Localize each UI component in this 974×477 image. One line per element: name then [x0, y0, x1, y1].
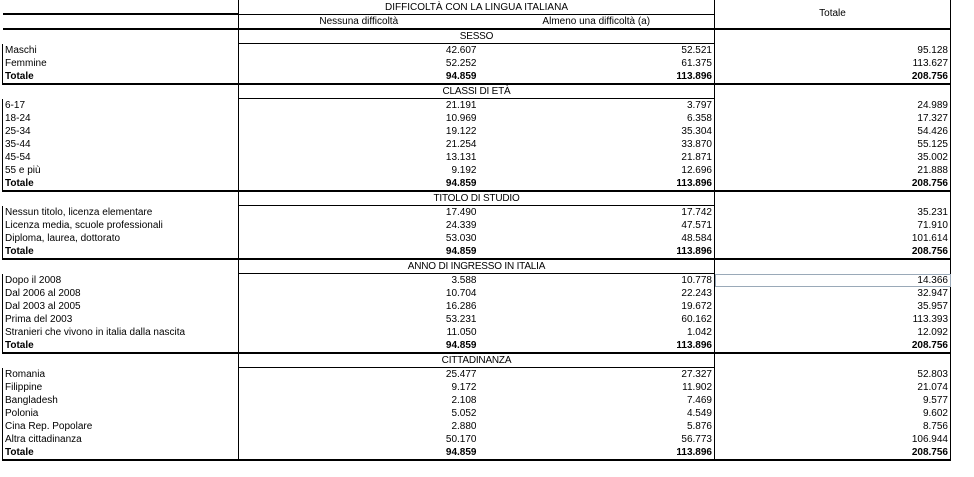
table-row [3, 274, 951, 288]
none-value-cell[interactable]: 50.170 [239, 433, 479, 446]
one-value-cell[interactable]: 17.742 [681, 207, 712, 218]
one-value-cell[interactable]: 35.304 [681, 126, 712, 137]
none-value-cell[interactable]: 13.131 [239, 151, 479, 164]
row-label-cell[interactable]: Prima del 2003 [3, 313, 239, 326]
total-label-cell[interactable]: Totale [3, 70, 239, 84]
total-label-cell[interactable]: Totale [3, 177, 239, 191]
total-value-cell[interactable]: 8.756 [715, 420, 951, 433]
header-blank-cell[interactable] [3, 14, 239, 29]
none-value-cell[interactable]: 21.191 [239, 99, 479, 113]
table-row [3, 313, 951, 326]
header-row-group [3, 0, 951, 14]
total-value-cell[interactable]: 35.957 [715, 300, 951, 313]
row-label-cell[interactable]: Cina Rep. Popolare [3, 420, 239, 433]
row-label-cell[interactable]: Filippine [3, 381, 239, 394]
one-value-cell[interactable]: 4.549 [686, 408, 712, 419]
total-value-cell[interactable]: 9.577 [715, 394, 951, 407]
one-value-cell[interactable]: 61.375 [681, 58, 712, 69]
data-table [2, 0, 951, 461]
none-value-cell[interactable]: 9.172 [239, 381, 479, 394]
none-value-cell[interactable]: 24.339 [239, 219, 479, 232]
table-row [3, 112, 951, 125]
one-value-cell[interactable]: 60.162 [681, 314, 712, 325]
section-header-row [3, 191, 951, 206]
total-one-cell[interactable]: 113.896 [479, 177, 715, 191]
table-row [3, 287, 951, 300]
total-total-cell[interactable]: 208.756 [715, 446, 951, 460]
total-row [3, 446, 951, 460]
row-label-cell[interactable]: 6-17 [3, 99, 239, 113]
total-none-cell[interactable]: 94.859 [239, 339, 479, 353]
one-value-cell[interactable]: 22.243 [681, 288, 712, 299]
none-value-cell[interactable]: 25.477 [239, 368, 479, 382]
section-blank-total-cell[interactable] [715, 29, 951, 44]
table-row [3, 44, 951, 58]
total-none-cell[interactable]: 94.859 [239, 70, 479, 84]
none-value-cell[interactable]: 11.050 [239, 326, 479, 339]
total-value-cell[interactable]: 9.602 [715, 407, 951, 420]
total-value-cell[interactable]: 24.989 [715, 99, 951, 113]
section-header-row [3, 29, 951, 44]
none-value-cell[interactable]: 42.607 [239, 44, 479, 58]
section-blank-total-cell[interactable] [715, 191, 951, 206]
total-none-cell[interactable]: 94.859 [239, 177, 479, 191]
total-row [3, 245, 951, 259]
total-label-cell[interactable]: Totale [3, 245, 239, 259]
row-label-cell[interactable]: Diploma, laurea, dottorato [3, 232, 239, 245]
table-row [3, 368, 951, 382]
total-value-cell[interactable]: 17.327 [715, 112, 951, 125]
none-value-cell[interactable]: 10.704 [239, 287, 479, 300]
row-label-cell[interactable]: Nessun titolo, licenza elementare [3, 206, 239, 220]
row-label-cell[interactable]: Altra cittadinanza [3, 433, 239, 446]
total-value-cell[interactable]: 113.393 [715, 313, 951, 326]
total-value-cell[interactable]: 113.627 [715, 57, 951, 70]
none-value-cell[interactable]: 19.122 [239, 125, 479, 138]
total-value-cell[interactable]: 101.614 [715, 232, 951, 245]
table-row [3, 407, 951, 420]
table-row [3, 151, 951, 164]
total-none-cell[interactable]: 94.859 [239, 245, 479, 259]
total-row [3, 70, 951, 84]
row-label-cell[interactable]: Maschi [3, 44, 239, 58]
row-label-cell[interactable]: Stranieri che vivono in italia dalla nascita [3, 326, 239, 339]
total-value-cell[interactable]: 71.910 [715, 219, 951, 232]
row-label-cell[interactable]: Dopo il 2008 [3, 274, 239, 288]
section-header-row [3, 353, 951, 368]
total-row [3, 177, 951, 191]
section-blank-cell[interactable] [3, 353, 239, 368]
table-row [3, 433, 951, 446]
section-blank-cell[interactable] [3, 84, 239, 99]
table-row [3, 99, 951, 113]
table-row [3, 138, 951, 151]
one-value-cell[interactable]: 1.042 [686, 327, 712, 338]
total-label-cell[interactable]: Totale [3, 446, 239, 460]
none-value-cell[interactable]: 16.286 [239, 300, 479, 313]
none-value-cell[interactable]: 9.192 [239, 164, 479, 177]
table-row [3, 219, 951, 232]
one-value-cell[interactable]: 12.696 [681, 165, 712, 176]
none-value-cell[interactable]: 53.231 [239, 313, 479, 326]
row-label-cell[interactable]: Dal 2003 al 2005 [3, 300, 239, 313]
section-blank-total-cell[interactable] [715, 353, 951, 368]
header-blank-cell[interactable] [3, 0, 239, 14]
one-value-cell[interactable]: 33.870 [681, 139, 712, 150]
none-value-cell[interactable]: 17.490 [239, 206, 479, 220]
total-label-cell[interactable]: Totale [3, 339, 239, 353]
total-row [3, 339, 951, 353]
total-total-cell[interactable]: 208.756 [715, 339, 951, 353]
section-title-cell[interactable]: ANNO DI INGRESSO IN ITALIA [239, 259, 715, 274]
none-value-cell[interactable]: 3.588 [239, 274, 479, 288]
total-total-cell[interactable]: 208.756 [715, 177, 951, 191]
one-value-cell[interactable]: 47.571 [681, 220, 712, 231]
one-value-cell[interactable]: 19.672 [681, 301, 712, 312]
one-value-cell[interactable]: 48.584 [681, 233, 712, 244]
table-row [3, 125, 951, 138]
row-label-cell[interactable]: 18-24 [3, 112, 239, 125]
table-row [3, 206, 951, 220]
section-blank-cell[interactable] [3, 29, 239, 44]
none-column-header[interactable]: Nessuna difficoltà [239, 14, 479, 29]
total-value-cell[interactable]: 54.426 [715, 125, 951, 138]
section-title-cell[interactable]: CLASSI DI ETÀ [239, 84, 715, 99]
row-label-cell[interactable]: Romania [3, 368, 239, 382]
total-one-cell[interactable]: 113.896 [479, 70, 715, 84]
total-value-cell[interactable]: 12.092 [715, 326, 951, 339]
total-value-cell[interactable]: 55.125 [715, 138, 951, 151]
total-one-cell[interactable]: 113.896 [479, 245, 715, 259]
none-value-cell[interactable]: 2.880 [239, 420, 479, 433]
total-value-cell[interactable]: 95.128 [715, 44, 951, 58]
table-row [3, 420, 951, 433]
one-value-cell[interactable]: 3.797 [686, 100, 712, 111]
table-body [3, 0, 951, 460]
none-value-cell[interactable]: 53.030 [239, 232, 479, 245]
total-value-cell[interactable]: 106.944 [715, 433, 951, 446]
one-value-cell[interactable]: 7.469 [686, 395, 712, 406]
table-row [3, 394, 951, 407]
total-none-cell[interactable]: 94.859 [239, 446, 479, 460]
one-value-cell[interactable]: 21.871 [681, 152, 712, 163]
one-value-cell[interactable]: 5.876 [686, 421, 712, 432]
total-value-cell[interactable]: 35.002 [715, 151, 951, 164]
row-label-cell[interactable]: Bangladesh [3, 394, 239, 407]
row-label-cell[interactable]: 45-54 [3, 151, 239, 164]
table-row [3, 381, 951, 394]
one-value-cell[interactable]: 56.773 [681, 434, 712, 445]
row-label-cell[interactable]: 25-34 [3, 125, 239, 138]
section-title-cell[interactable]: TITOLO DI STUDIO [239, 191, 715, 206]
none-value-cell[interactable]: 5.052 [239, 407, 479, 420]
total-total-cell[interactable]: 208.756 [715, 245, 951, 259]
section-blank-total-cell[interactable] [715, 84, 951, 99]
table-row [3, 57, 951, 70]
section-title-cell[interactable]: SESSO [239, 29, 715, 44]
total-value-cell[interactable]: 35.231 [715, 206, 951, 220]
row-label-cell[interactable]: 55 e più [3, 164, 239, 177]
one-value-cell[interactable]: 6.358 [686, 113, 712, 124]
section-header-row [3, 259, 951, 274]
table-row [3, 300, 951, 313]
total-one-cell[interactable]: 113.896 [479, 339, 715, 353]
one-value-cell[interactable]: 11.902 [682, 382, 712, 393]
table-row [3, 326, 951, 339]
total-value-cell[interactable]: 32.947 [715, 287, 951, 300]
row-label-cell[interactable]: Licenza media, scuole professionali [3, 219, 239, 232]
section-title-cell[interactable]: CITTADINANZA [239, 353, 715, 368]
row-label-cell[interactable]: 35-44 [3, 138, 239, 151]
total-total-cell[interactable]: 208.756 [715, 70, 951, 84]
row-label-cell[interactable]: Dal 2006 al 2008 [3, 287, 239, 300]
section-blank-cell[interactable] [3, 259, 239, 274]
group-title-cell[interactable]: DIFFICOLTÀ CON LA LINGUA ITALIANA [239, 0, 715, 14]
section-blank-cell[interactable] [3, 191, 239, 206]
one-value-cell[interactable]: 27.327 [681, 369, 712, 380]
section-blank-total-cell[interactable] [715, 259, 951, 274]
none-value-cell[interactable]: 10.969 [239, 112, 479, 125]
one-column-header[interactable]: Almeno una difficoltà (a) [479, 14, 715, 29]
total-value-cell[interactable]: 21.074 [715, 381, 951, 394]
total-value-cell[interactable]: 14.366 [715, 274, 951, 288]
one-value-cell[interactable]: 10.778 [681, 275, 712, 286]
row-label-cell[interactable]: Femmine [3, 57, 239, 70]
total-column-header[interactable]: Totale [715, 0, 951, 29]
total-one-cell[interactable]: 113.896 [479, 446, 715, 460]
table-row [3, 164, 951, 177]
section-header-row [3, 84, 951, 99]
total-value-cell[interactable]: 52.803 [715, 368, 951, 382]
none-value-cell[interactable]: 21.254 [239, 138, 479, 151]
table-row [3, 232, 951, 245]
row-label-cell[interactable]: Polonia [3, 407, 239, 420]
one-value-cell[interactable]: 52.521 [681, 45, 712, 56]
none-value-cell[interactable]: 2.108 [239, 394, 479, 407]
none-value-cell[interactable]: 52.252 [239, 57, 479, 70]
total-value-cell[interactable]: 21.888 [715, 164, 951, 177]
